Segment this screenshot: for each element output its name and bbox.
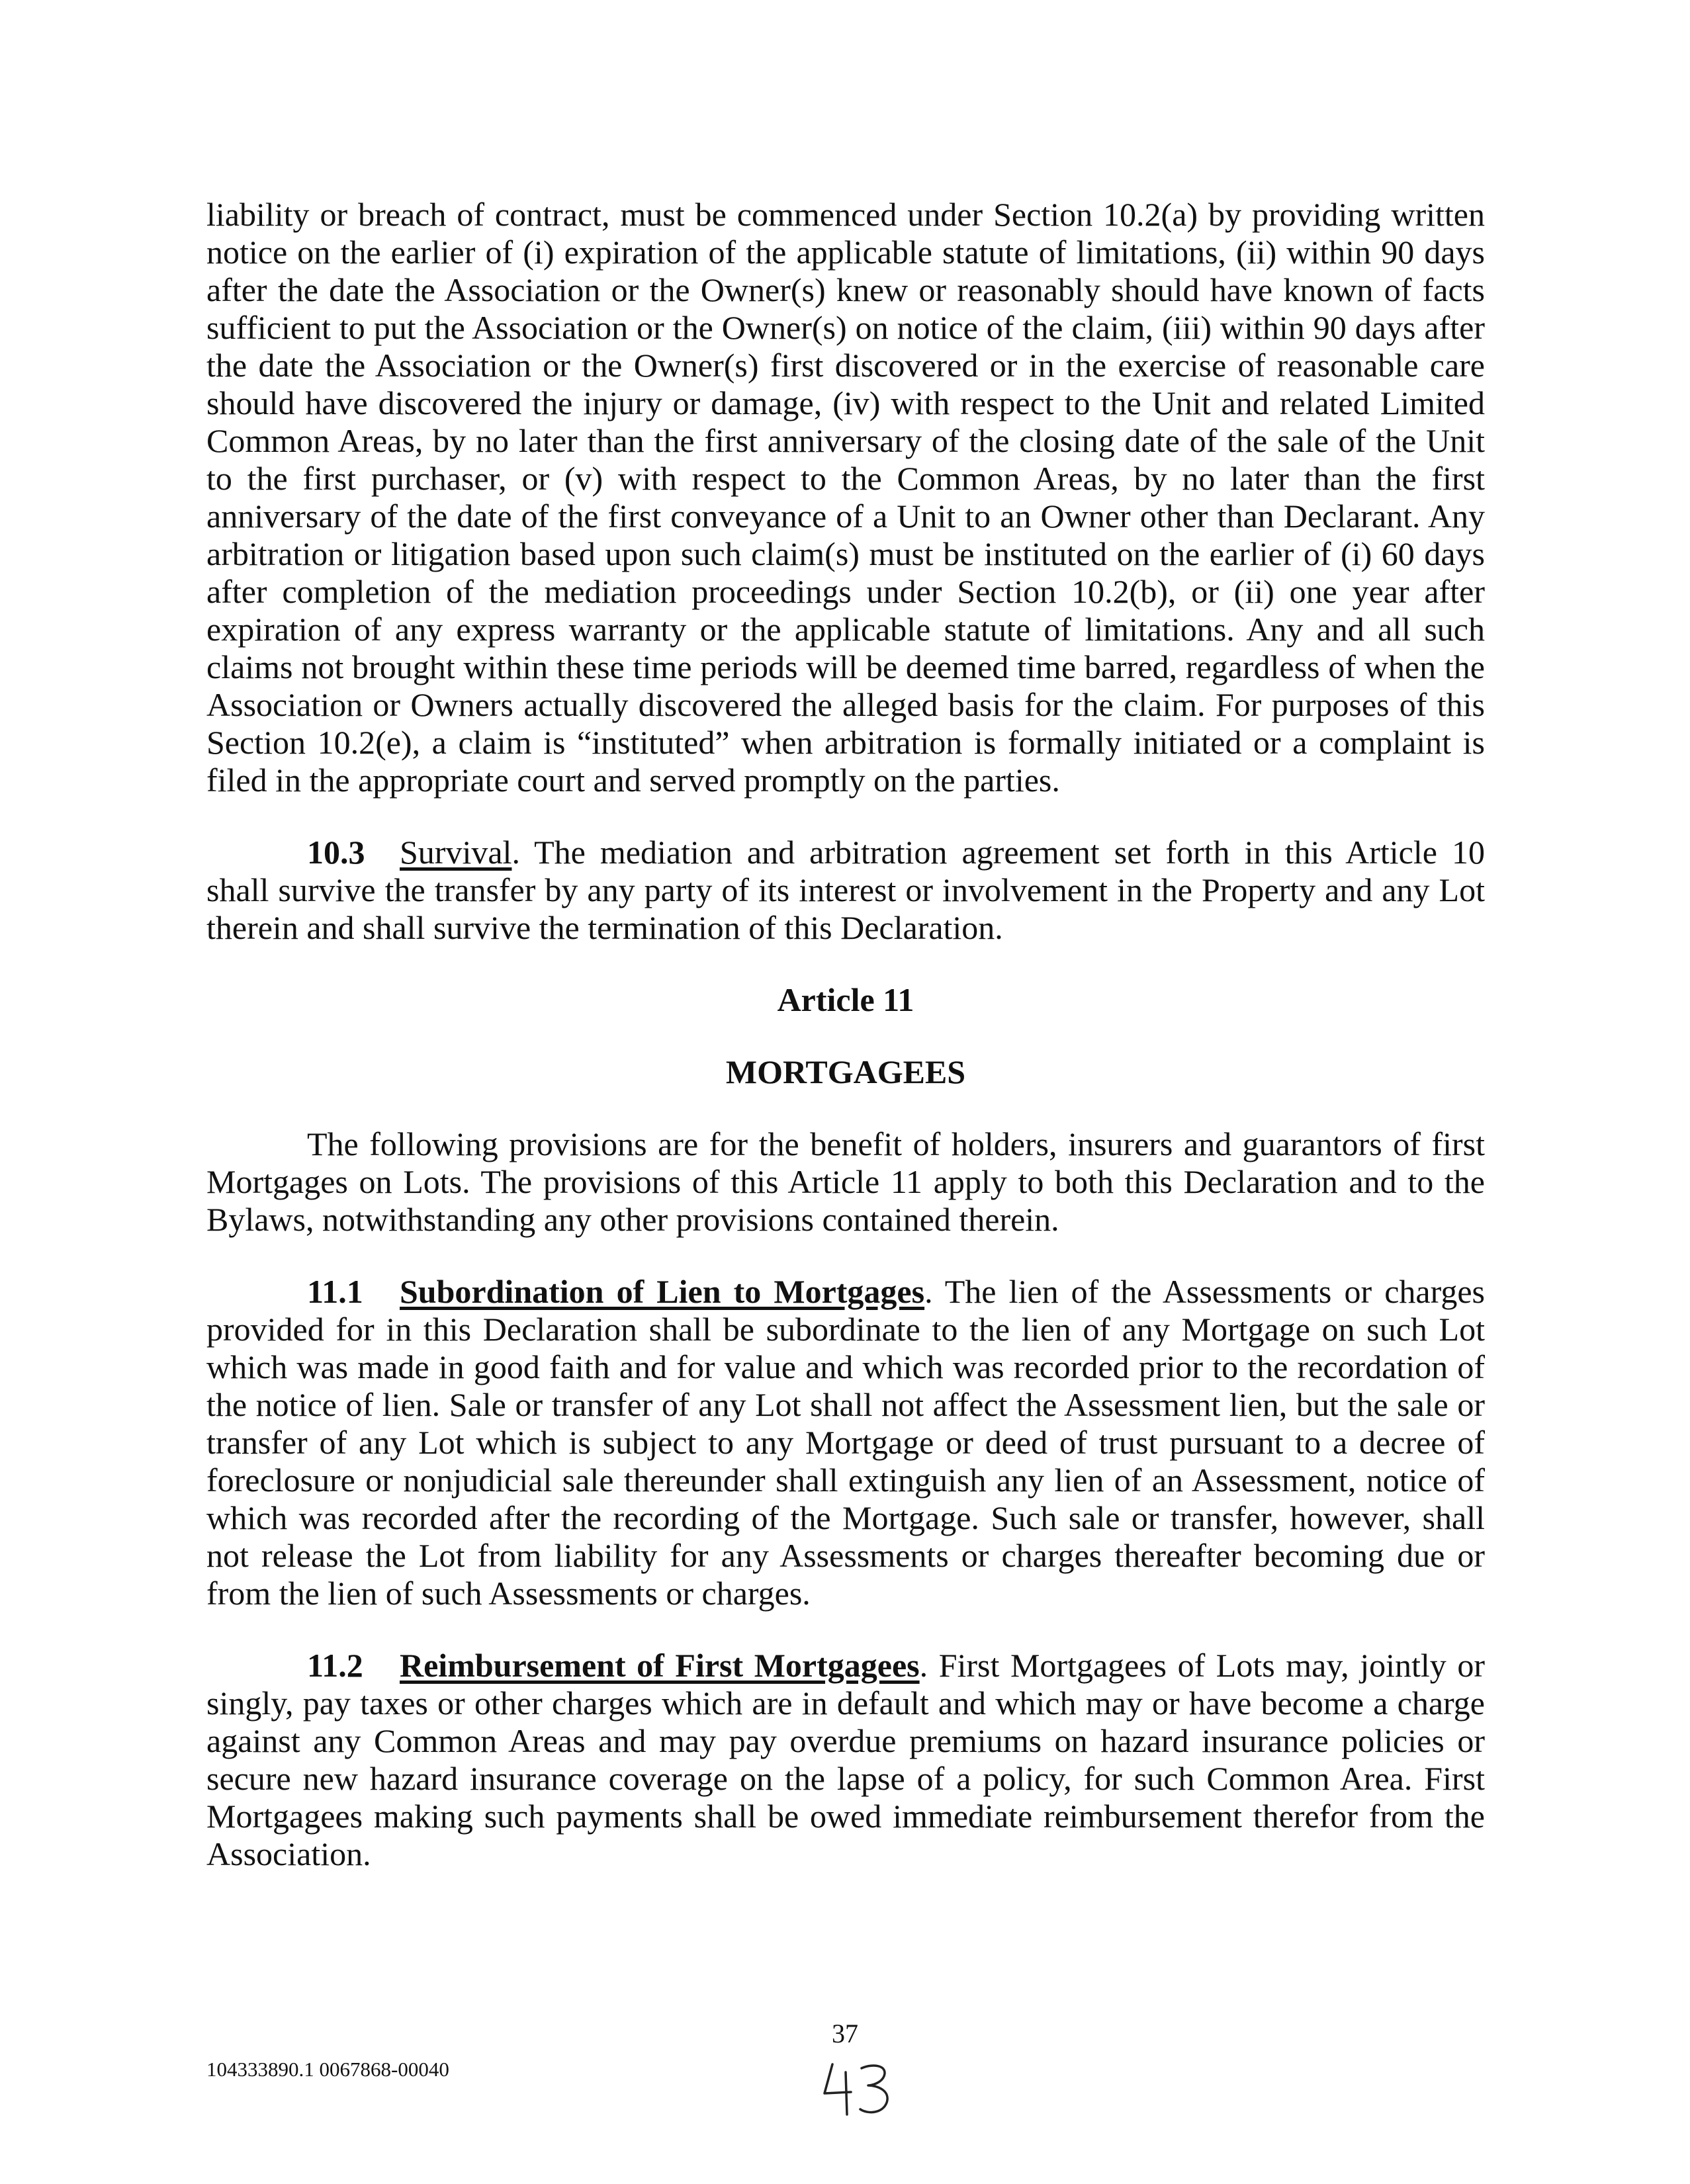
section-11-2-text: . First Mortgagees of Lots may, jointly or singly, pay taxes or other charges which are in default and which may or have become a charge against any Common Areas and may pay overdue premiums on hazard insurance policies or secure new hazard insurance coverage on the lapse of a policy, for such Common Area. First Mortgagees making such payments shall be owed immediate reimbursement therefor from the Association. xyxy=(206,1647,1485,1872)
section-10-3-text: . The mediation and arbitration agreement set forth in this Article 10 shall survive the transfer by any party of its interest or involvement in the Property and any Lot therein and shall survive the termination of this Declaration. xyxy=(206,834,1485,946)
handwritten-page-number xyxy=(818,2059,897,2118)
section-11-1-number: 11.1 xyxy=(307,1273,363,1310)
page-number: 37 xyxy=(832,2019,858,2048)
document-body xyxy=(206,196,1485,1873)
document-id: 104333890.1 0067868-00040 xyxy=(206,2058,449,2081)
section-10-3-title: Survival xyxy=(400,834,512,871)
section-10-3-number: 10.3 xyxy=(307,834,365,871)
section-11-2-title: Reimbursement of First Mortgagees xyxy=(400,1647,920,1684)
section-10-3 xyxy=(206,834,1485,947)
article-title: MORTGAGEES xyxy=(725,1053,966,1090)
article-intro: The following provisions are for the benefit of holders, insurers and guarantors of first Mortgages on Lots. The provisions of this Article 11 apply to both this Declaration and to the Bylaws, notwithstanding any other provisions contained therein. xyxy=(206,1125,1485,1238)
continuation-paragraph: liability or breach of contract, must be commenced under Section 10.2(a) by providing written notice on the earlier of (i) expiration of the applicable statute of limitations, (ii) within 90 days after the date the Association or the Owner(s) knew or reasonably should have known of facts sufficient to put the Association or the Owner(s) on notice of the claim, (iii) within 90 days after the date the Association or the Owner(s) first discovered or in the exercise of reasonable care should have discovered the injury or damage, (iv) with respect to the Unit and related Limited Common Areas, by no later than the first anniversary of the closing date of the sale of the Unit to the first purchaser, or (v) with respect to the Common Areas, by no later than the first anniversary of the date of the first conveyance of a Unit to an Owner other than Declarant. Any arbitration or litigation based upon such claim(s) must be instituted on the earlier of (i) 60 days after completion of the mediation proceedings under Section 10.2(b), or (ii) one year after expiration of any express warranty or the applicable statute of limitations. Any and all such claims not brought within these time periods will be deemed time barred, regardless of when the Association or Owners actually discovered the alleged basis for the claim. For purposes of this Section 10.2(e), a claim is “instituted” when arbitration is formally initiated or a complaint is filed in the appropriate court and served promptly on the parties. xyxy=(206,196,1485,799)
article-heading: Article 11 xyxy=(777,981,914,1018)
section-11-1-title: Subordination of Lien to Mortgages xyxy=(400,1273,925,1310)
section-11-2 xyxy=(206,1647,1485,1873)
section-11-1 xyxy=(206,1273,1485,1612)
section-11-2-number: 11.2 xyxy=(307,1647,363,1684)
section-11-1-text: . The lien of the Assessments or charges provided for in this Declaration shall be subordinate to the lien of any Mortgage on such Lot which was made in good faith and for value and which was recorded prior to the recordation of the notice of lien. Sale or transfer of any Lot shall not affect the Assessment lien, but the sale or transfer of any Lot which is subject to any Mortgage or deed of trust pursuant to a decree of foreclosure or nonjudicial sale thereunder shall extinguish any lien of an Assessment, notice of which was recorded after the recording of the Mortgage. Such sale or transfer, however, shall not release the Lot from liability for any Assessments or charges thereafter becoming due or from the lien of such Assessments or charges. xyxy=(206,1273,1486,1612)
